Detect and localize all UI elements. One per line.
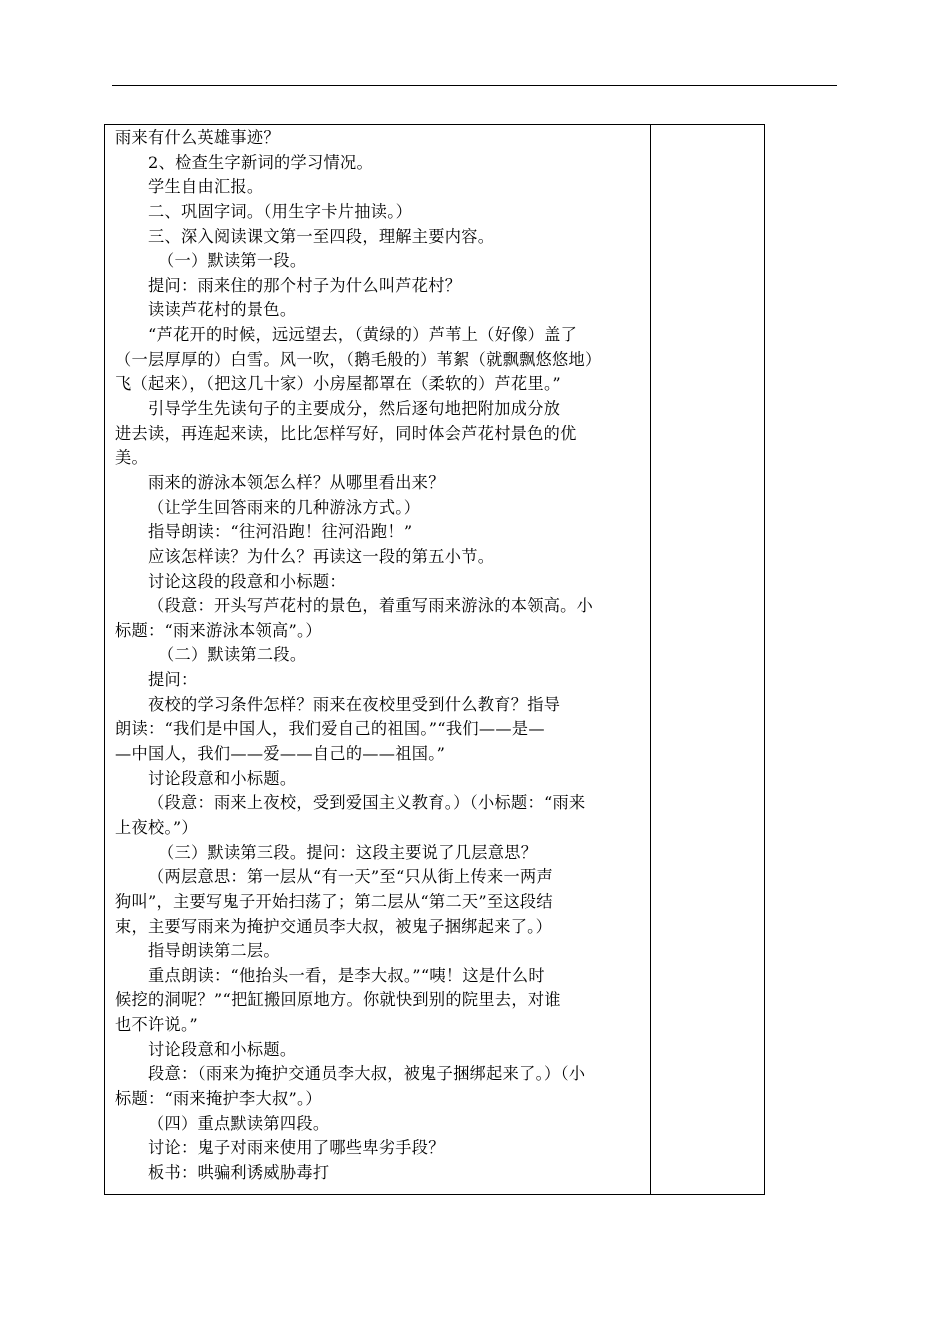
text-line: 三、深入阅读课文第一至四段，理解主要内容。 <box>148 226 495 246</box>
text-line: 讨论：鬼子对雨来使用了哪些卑劣手段？ <box>148 1138 445 1158</box>
text-line: 2、检查生字新词的学习情况。 <box>148 152 373 172</box>
text-line: 狗叫”，主要写鬼子开始扫荡了；第二层从“第二天”至这段结 <box>115 891 553 911</box>
text-line: 候挖的洞呢？”“把缸搬回原地方。你就快到别的院里去，对谁 <box>115 990 561 1010</box>
text-line: 朗读：“我们是中国人，我们爱自己的祖国。”“我们——是— <box>115 719 545 739</box>
text-line: （两层意思：第一层从“有一天”至“只从街上传来一两声 <box>148 867 553 887</box>
text-line: 也不许说。” <box>115 1015 198 1035</box>
text-line: 雨来有什么英雄事迹？ <box>115 128 280 147</box>
text-line: 束，主要写雨来为掩护交通员李大叔，被鬼子捆绑起来了。） <box>115 916 553 936</box>
text-line: 讨论段意和小标题。 <box>148 768 297 788</box>
text-line: 重点朗读：“他抬头一看，是李大叔。”“咦！这是什么时 <box>148 965 545 985</box>
text-line: 夜校的学习条件怎样？雨来在夜校里受到什么教育？指导 <box>148 694 561 714</box>
text-line: 板书：哄骗利诱威胁毒打 <box>148 1162 330 1182</box>
text-line: （二）默读第二段。 <box>158 645 307 665</box>
text-line: —中国人，我们——爱——自己的——祖国。” <box>115 744 446 764</box>
text-line: 提问： <box>148 670 198 690</box>
text-line: “芦花开的时候，远远望去，（黄绿的）芦苇上（好像）盖了 <box>148 325 578 345</box>
text-line: （一）默读第一段。 <box>158 251 307 271</box>
text-line: 标题：“雨来掩护李大叔”。） <box>115 1088 322 1108</box>
lesson-content-cell <box>115 126 645 1186</box>
text-line: （四）重点默读第四段。 <box>148 1113 330 1133</box>
header-rule <box>112 85 837 86</box>
text-line: 雨来的游泳本领怎么样？从哪里看出来？ <box>148 472 445 492</box>
text-line: 二、巩固字词。（用生字卡片抽读。） <box>148 201 413 221</box>
text-line: 应该怎样读？为什么？再读这一段的第五小节。 <box>148 546 495 566</box>
text-line: 讨论这段的段意和小标题： <box>148 571 346 591</box>
text-line: 美。 <box>115 448 148 468</box>
text-line: （让学生回答雨来的几种游泳方式。） <box>148 497 421 517</box>
column-divider <box>650 125 651 1194</box>
text-line: （段意：开头写芦花村的景色，着重写雨来游泳的本领高。小 <box>148 596 594 616</box>
lesson-table <box>104 124 765 1195</box>
text-line: 提问：雨来住的那个村子为什么叫芦花村？ <box>148 275 462 295</box>
text-line: （三）默读第三段。提问：这段主要说了几层意思？ <box>158 842 538 862</box>
text-line: 引导学生先读句子的主要成分，然后逐句地把附加成分放 <box>148 399 561 419</box>
text-line: 标题：“雨来游泳本领高”。） <box>115 620 322 640</box>
text-line: 飞（起来），（把这几十家）小房屋都罩在（柔软的）芦花里。” <box>115 374 561 394</box>
text-line: （段意：雨来上夜校，受到爱国主义教育。）（小标题：“雨来 <box>148 793 586 813</box>
text-line: （一层厚厚的）白雪。风一吹，（鹅毛般的）苇絮（就飘飘悠悠地） <box>115 349 602 369</box>
text-line: 读读芦花村的景色。 <box>148 300 297 320</box>
text-line: 讨论段意和小标题。 <box>148 1039 297 1059</box>
text-line: 指导朗读第二层。 <box>148 941 280 961</box>
text-line: 进去读，再连起来读，比比怎样写好，同时体会芦花村景色的优 <box>115 423 577 443</box>
text-line: 段意：（雨来为掩护交通员李大叔，被鬼子捆绑起来了。）（小 <box>148 1064 586 1084</box>
text-line: 学生自由汇报。 <box>148 177 264 197</box>
text-line: 指导朗读：“往河沿跑！往河沿跑！” <box>148 522 413 542</box>
text-line: 上夜校。”） <box>115 817 198 837</box>
